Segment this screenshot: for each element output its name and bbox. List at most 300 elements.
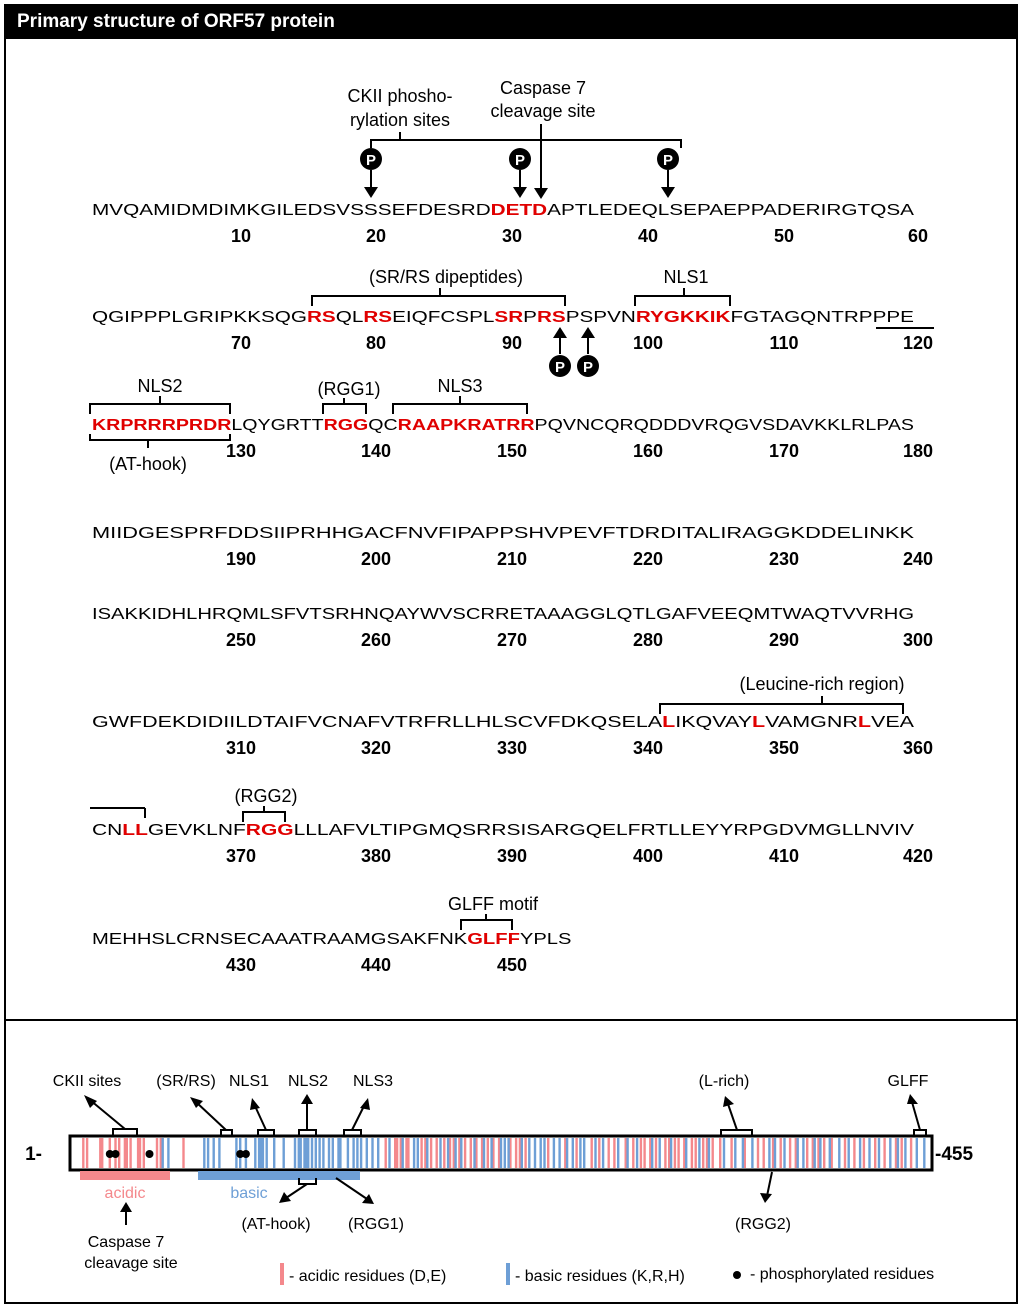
basic-residue-stripe	[528, 1138, 530, 1168]
basic-residue-stripe	[543, 1138, 545, 1168]
basic-residue-stripe	[315, 1138, 317, 1168]
phospho-residue-dot	[112, 1150, 120, 1158]
highlighted-residues: RS	[363, 309, 386, 326]
nls2-bracket	[90, 404, 230, 414]
basic-residue-stripe	[262, 1138, 264, 1168]
acidic-residue-stripe	[86, 1138, 88, 1168]
acidic-residue-stripe	[524, 1138, 526, 1168]
glff-pointer	[912, 1102, 920, 1130]
basic-residue-stripe	[454, 1138, 456, 1168]
nls1-arrowhead	[250, 1098, 260, 1110]
basic-residue-stripe	[751, 1138, 753, 1168]
basic-residue-stripe	[300, 1138, 302, 1168]
rgg2-arrowhead	[760, 1193, 772, 1203]
residues: LQYGRTT	[231, 417, 307, 434]
acidic-residue-stripe	[695, 1138, 697, 1168]
acidic-residue-stripe	[82, 1138, 84, 1168]
basic-residue-stripe	[838, 1138, 840, 1168]
residues: CN	[92, 822, 116, 839]
acidic-residue-stripe	[156, 1138, 158, 1168]
basic-label: basic	[230, 1185, 268, 1202]
acidic-residue-stripe	[643, 1138, 645, 1168]
acidic-residue-stripe	[712, 1138, 714, 1168]
position-number: 290	[768, 630, 800, 650]
basic-residue-stripe	[708, 1138, 710, 1168]
basic-residue-stripe	[371, 1138, 373, 1168]
basic-residue-stripe	[254, 1138, 256, 1168]
basic-residue-stripe	[617, 1138, 619, 1168]
residues: MEHHSLCRNSECAAATRAAMGSAKFNK	[92, 931, 390, 948]
basic-residue-stripe	[583, 1138, 585, 1168]
legend-phospho-dot	[733, 1271, 741, 1279]
basic-residue-stripe	[307, 1138, 309, 1168]
rgg1-pointer	[336, 1178, 367, 1199]
basic-residue-stripe	[774, 1138, 776, 1168]
position-number: 90	[501, 333, 523, 353]
basic-residue-stripe	[814, 1138, 816, 1168]
ckii-bracket	[371, 140, 681, 148]
caspase-short-label-2: cleavage site	[84, 1255, 178, 1272]
ckii-label-2: rylation sites	[349, 110, 451, 130]
acidic-residue-stripe	[789, 1138, 791, 1168]
rgg2-label: (RGG2)	[234, 786, 298, 806]
basic-residue-stripe	[322, 1138, 324, 1168]
sequence-row	[92, 417, 914, 434]
basic-residue-stripe	[859, 1138, 861, 1168]
acidic-residue-stripe	[487, 1138, 489, 1168]
lrich-arrowhead	[723, 1096, 734, 1107]
basic-residue-stripe	[377, 1138, 379, 1168]
acidic-residue-stripe	[910, 1138, 912, 1168]
position-number: 450	[496, 955, 528, 975]
athook-bracket	[90, 434, 230, 440]
phospho-label: P	[514, 152, 526, 169]
acidic-residue-stripe	[691, 1138, 693, 1168]
acidic-residue-stripe	[640, 1138, 642, 1168]
acidic-residue-stripe	[719, 1138, 721, 1168]
basic-residue-stripe	[318, 1138, 320, 1168]
basic-residue-stripe	[413, 1138, 415, 1168]
position-number: 340	[632, 738, 664, 758]
acidic-residue-stripe	[420, 1138, 422, 1168]
phospho-label: P	[582, 359, 594, 376]
nls1-pointer	[255, 1106, 266, 1130]
basic-residue-stripe	[352, 1138, 354, 1168]
glff-bracket	[461, 920, 512, 930]
nls2-arrowhead	[301, 1094, 313, 1104]
position-number: 380	[360, 846, 392, 866]
residues: MIIDGESPRFDDSIIPRHHGACFNVFIPAPPSHVPEVFTDRDITALIRAGGKDDELINKK	[92, 525, 915, 542]
position-number: 190	[225, 549, 257, 569]
basic-residue-stripe	[294, 1138, 296, 1168]
basic-residue-stripe	[797, 1138, 799, 1168]
residues: QL	[335, 309, 358, 326]
position-number: 180	[902, 441, 934, 461]
basic-residue-stripe	[473, 1138, 475, 1168]
caspase-short-label-1: Caspase 7	[87, 1234, 165, 1251]
position-number: 250	[225, 630, 257, 650]
highlighted-residues: KRPRRRPRDR	[92, 417, 206, 434]
residues: LLLAFVLTIPGMQSRRSISARGQELFRTLLEYYRPGDVMGLLNVIV	[293, 822, 767, 839]
position-number: 330	[496, 738, 528, 758]
acidic-residue-stripe	[436, 1138, 438, 1168]
acidic-residue-stripe	[655, 1138, 657, 1168]
acidic-residue-stripe	[385, 1138, 387, 1168]
caspase-arrowhead	[120, 1202, 132, 1212]
position-number: 230	[768, 549, 800, 569]
position-number: 410	[768, 846, 800, 866]
nls2-short-label: NLS2	[287, 1073, 329, 1090]
sequence-row	[92, 525, 914, 542]
position-number: 120	[902, 333, 934, 353]
basic-residue-stripe	[868, 1138, 870, 1168]
basic-residue-stripe	[916, 1138, 918, 1168]
acidic-residue-stripe	[863, 1138, 865, 1168]
caspase-label-1: Caspase 7	[499, 78, 587, 98]
basic-residue-stripe	[534, 1138, 536, 1168]
position-number: 40	[637, 226, 659, 246]
position-number: 60	[907, 226, 929, 246]
residues: MVQAMIDMDIMKGILEDSVSSSEFDESRD	[92, 202, 400, 219]
acidic-residue-stripe	[632, 1138, 634, 1168]
position-number: 350	[768, 738, 800, 758]
basic-residue-stripe	[162, 1138, 164, 1168]
phospho-residue-dot	[146, 1150, 154, 1158]
acidic-residue-stripe	[806, 1138, 808, 1168]
athook-label: (AT-hook)	[109, 454, 187, 474]
basic-residue-stripe	[768, 1138, 770, 1168]
sequence-row	[92, 309, 914, 326]
acidic-residue-stripe	[515, 1138, 517, 1168]
acidic-residue-stripe	[129, 1138, 131, 1168]
legend-basic-swatch	[506, 1263, 510, 1285]
highlighted-residues: RS	[536, 309, 560, 326]
srrs-bracket	[312, 296, 565, 306]
acidic-residue-stripe	[182, 1138, 184, 1168]
basic-residue-stripe	[167, 1138, 169, 1168]
basic-residue-stripe	[566, 1138, 568, 1168]
basic-residue-stripe	[283, 1138, 285, 1168]
position-number: 300	[902, 630, 934, 650]
acidic-residue-stripe	[101, 1138, 103, 1168]
figure-border	[5, 5, 1017, 1303]
basic-residue-stripe	[356, 1138, 358, 1168]
athook-short-label: (AT-hook)	[241, 1216, 311, 1233]
basic-residue-stripe	[417, 1138, 419, 1168]
acidic-residue-stripe	[757, 1138, 759, 1168]
rgg1-label: (RGG1)	[317, 379, 381, 399]
acidic-residue-stripe	[126, 1138, 128, 1168]
position-number: 270	[496, 630, 528, 650]
basic-residue-stripe	[213, 1138, 215, 1168]
caspase-label-2: cleavage site	[490, 101, 596, 121]
residues: QGIPPPLGRIPKKSQG	[92, 309, 259, 326]
position-number: 80	[365, 333, 387, 353]
basic-residue-stripe	[685, 1138, 687, 1168]
nls1-short-label: NLS1	[228, 1073, 270, 1090]
legend-acidic-text: - acidic residues (D,E)	[289, 1268, 447, 1285]
ckii-arrowhead	[84, 1095, 97, 1108]
acidic-label: acidic	[104, 1185, 146, 1202]
rgg1-short-label: (RGG1)	[348, 1216, 404, 1233]
position-number: 70	[230, 333, 252, 353]
highlighted-residues: L	[752, 714, 762, 731]
acidic-residue-stripe	[396, 1138, 398, 1168]
srrs-pointer	[196, 1102, 226, 1130]
acidic-residue-stripe	[874, 1138, 876, 1168]
acidic-residue-stripe	[143, 1138, 145, 1168]
basic-residue-stripe	[273, 1138, 275, 1168]
basic-residue-stripe	[447, 1138, 449, 1168]
athook-arrowhead	[279, 1192, 291, 1203]
legend-phospho-text: - phosphorylated residues	[750, 1266, 935, 1283]
sequence-panel	[92, 202, 933, 975]
lrich-pointer	[728, 1104, 737, 1130]
acidic-residue-stripe	[591, 1138, 593, 1168]
srrs-short-label: (SR/RS)	[156, 1073, 216, 1090]
phospho-label: P	[365, 152, 377, 169]
position-number: 420	[902, 846, 934, 866]
arrowhead-2	[513, 187, 527, 198]
acidic-residue-stripe	[547, 1138, 549, 1168]
start-label: 1-	[25, 1144, 42, 1165]
position-number: 150	[496, 441, 528, 461]
basic-residue-stripe	[723, 1138, 725, 1168]
position-number: 20	[365, 226, 387, 246]
highlighted-residues: GLFF	[467, 931, 509, 948]
leucine-bracket	[660, 704, 903, 714]
phospho-label: P	[554, 359, 566, 376]
residues: PQVNCQRQDDDVRQGVSDAVKKLRLPAS	[534, 417, 845, 434]
basic-residue-stripe	[594, 1138, 596, 1168]
glff-short-label: GLFF	[887, 1073, 929, 1090]
basic-residue-stripe	[521, 1138, 523, 1168]
acidic-residue-stripe	[901, 1138, 903, 1168]
nls3-bracket	[393, 404, 527, 414]
basic-residue-stripe	[311, 1138, 313, 1168]
residues: EIQFCSPL	[392, 309, 472, 326]
acidic-residue-stripe	[443, 1138, 445, 1168]
position-number: 260	[360, 630, 392, 650]
sequence-row	[92, 931, 572, 948]
leucine-label: (Leucine-rich region)	[739, 674, 905, 694]
basic-residue-stripe	[339, 1138, 341, 1168]
end-label: -455	[935, 1144, 974, 1165]
basic-residue-stripe	[626, 1138, 628, 1168]
position-number: 280	[632, 630, 664, 650]
acidic-residue-stripe	[664, 1138, 666, 1168]
basic-residue-stripe	[572, 1138, 574, 1168]
basic-residue-stripe	[923, 1138, 925, 1168]
acidic-residue-stripe	[883, 1138, 885, 1168]
highlighted-residues: L	[662, 714, 672, 731]
basic-residue-stripe	[483, 1138, 485, 1168]
nls1-bracket	[635, 296, 730, 306]
acidic-residue-stripe	[430, 1138, 432, 1168]
acidic-residue-stripe	[613, 1138, 615, 1168]
acidic-residue-stripe	[598, 1138, 600, 1168]
ckii-label-1: CKII phosho-	[347, 86, 453, 106]
highlighted-residues: RYGKKIK	[635, 309, 710, 326]
position-number: 320	[360, 738, 392, 758]
schematic-labels	[53, 1073, 929, 1272]
athook-pointer	[286, 1184, 307, 1198]
position-number: 140	[360, 441, 392, 461]
residues: FGTAGQNTRPPPE	[730, 309, 873, 326]
arrowhead-5	[553, 327, 567, 338]
highlighted-residues: SR	[494, 309, 517, 326]
arrowhead-6	[581, 327, 595, 338]
highlighted-residues: RS	[306, 309, 330, 326]
basic-residue-stripe	[490, 1138, 492, 1168]
sequence-row	[92, 202, 914, 219]
residue-stripes	[82, 1138, 925, 1168]
highlighted-residues: RAAPKRATRR	[397, 417, 510, 434]
position-number: 310	[225, 738, 257, 758]
acidic-residue-stripe	[844, 1138, 846, 1168]
position-number: 160	[632, 441, 664, 461]
phospho-label: P	[662, 152, 674, 169]
basic-residue-stripe	[602, 1138, 604, 1168]
acidic-residue-stripe	[853, 1138, 855, 1168]
position-number: 440	[360, 955, 392, 975]
arrowhead-4	[661, 187, 675, 198]
basic-residue-stripe	[332, 1138, 334, 1168]
basic-residue-stripe	[218, 1138, 220, 1168]
acidic-residue-stripe	[823, 1138, 825, 1168]
position-number: 240	[902, 549, 934, 569]
residues: IKQVAY	[675, 714, 733, 731]
basic-residue-stripe	[203, 1138, 205, 1168]
basic-residue-stripe	[651, 1138, 653, 1168]
lrich-short-label: (L-rich)	[698, 1073, 750, 1090]
position-number: 200	[360, 549, 392, 569]
nls3-short-label: NLS3	[352, 1073, 394, 1090]
srrs-label: (SR/RS dipeptides)	[368, 267, 524, 287]
arrowhead-1	[364, 187, 378, 198]
residues: QC	[368, 417, 393, 434]
highlighted-residues: L	[857, 714, 868, 731]
basic-residue-stripe	[829, 1138, 831, 1168]
position-number: 360	[902, 738, 934, 758]
basic-residue-stripe	[878, 1138, 880, 1168]
sequence-row	[92, 714, 914, 731]
legend-basic-text: - basic residues (K,R,H)	[515, 1268, 685, 1285]
acidic-residue-stripe	[139, 1138, 141, 1168]
legend-acidic-swatch	[280, 1263, 284, 1285]
basic-residue-stripe	[426, 1138, 428, 1168]
basic-residue-stripe	[802, 1138, 804, 1168]
basic-residue-stripe	[698, 1138, 700, 1168]
acidic-residue-stripe	[780, 1138, 782, 1168]
highlighted-residues: LL	[122, 822, 142, 839]
basic-residue-stripe	[439, 1138, 441, 1168]
sequence-row	[92, 822, 914, 839]
highlighted-residues: DETD	[490, 202, 535, 219]
nls1-label: NLS1	[663, 267, 709, 287]
position-number: 170	[768, 441, 800, 461]
basic-residue-stripe	[819, 1138, 821, 1168]
acidic-residue-stripe	[608, 1138, 610, 1168]
residues: PSPVN	[565, 309, 620, 326]
basic-residue-stripe	[636, 1138, 638, 1168]
residues: GEVKLNF	[147, 822, 223, 839]
basic-residue-stripe	[504, 1138, 506, 1168]
basic-residue-stripe	[402, 1138, 404, 1168]
basic-residue-stripe	[579, 1138, 581, 1168]
position-number: 10	[230, 226, 252, 246]
residues: ISAKKIDHLHRQMLSFVTSRHNQAYWVSCRRETAAAGGLQTLGAFVEEQMTWAQTVVRHG	[92, 606, 914, 623]
rgg2-short-label: (RGG2)	[735, 1216, 791, 1233]
basic-residue-stripe	[360, 1138, 362, 1168]
basic-residue-stripe	[507, 1138, 509, 1168]
basic-residue-stripe	[734, 1138, 736, 1168]
residues: GWFDEKDIDIILDTAIFVCNAFVTRFRLLHLSCVFDKQSELA	[92, 714, 517, 731]
position-number: 430	[225, 955, 257, 975]
residues: P	[523, 309, 534, 326]
position-number: 50	[773, 226, 795, 246]
acidic-residue-stripe	[575, 1138, 577, 1168]
nls3-pointer	[352, 1106, 364, 1130]
nls3-label: NLS3	[437, 376, 483, 396]
highlighted-residues: RGG	[323, 417, 361, 434]
acidic-residue-stripe	[470, 1138, 472, 1168]
basic-residue-stripe	[500, 1138, 502, 1168]
position-number: 400	[632, 846, 664, 866]
glff-arrowhead	[907, 1094, 918, 1104]
position-number: 220	[632, 549, 664, 569]
legend	[280, 1263, 934, 1285]
position-number: 390	[496, 846, 528, 866]
acidic-region-bar	[80, 1171, 170, 1180]
nls2-label: NLS2	[137, 376, 183, 396]
basic-residue-stripe	[388, 1138, 390, 1168]
ckii-sites-label: CKII sites	[52, 1073, 122, 1090]
basic-residue-stripe	[742, 1138, 744, 1168]
position-number: 30	[501, 226, 523, 246]
acidic-residue-stripe	[702, 1138, 704, 1168]
basic-residue-stripe	[848, 1138, 850, 1168]
acidic-residue-stripe	[677, 1138, 679, 1168]
basic-residue-stripe	[553, 1138, 555, 1168]
acidic-residue-stripe	[730, 1138, 732, 1168]
residues: APTLEDEQLSEPAEPPADERIRGTQSA	[547, 202, 831, 219]
highlighted-residues: RGG	[245, 822, 283, 839]
residues: VAMGNR	[765, 714, 835, 731]
basic-residue-stripe	[366, 1138, 368, 1168]
position-number: 130	[225, 441, 257, 461]
basic-residue-stripe	[783, 1138, 785, 1168]
basic-residue-stripe	[347, 1138, 349, 1168]
basic-residue-stripe	[460, 1138, 462, 1168]
basic-residue-stripe	[558, 1138, 560, 1168]
position-number: 110	[769, 333, 799, 353]
acidic-residue-stripe	[763, 1138, 765, 1168]
acidic-residue-stripe	[407, 1138, 409, 1168]
rgg2-bracket	[243, 812, 285, 822]
acidic-residue-stripe	[464, 1138, 466, 1168]
basic-residue-stripe	[540, 1138, 542, 1168]
ckii-pointer	[90, 1100, 125, 1129]
basic-residue-stripe	[328, 1138, 330, 1168]
basic-residue-stripe	[904, 1138, 906, 1168]
residues: VEA	[871, 714, 904, 731]
phospho-residue-dot	[242, 1150, 250, 1158]
position-number: 370	[225, 846, 257, 866]
position-number: 100	[632, 333, 664, 353]
sequence-row	[92, 606, 914, 623]
basic-residue-stripe	[897, 1138, 899, 1168]
